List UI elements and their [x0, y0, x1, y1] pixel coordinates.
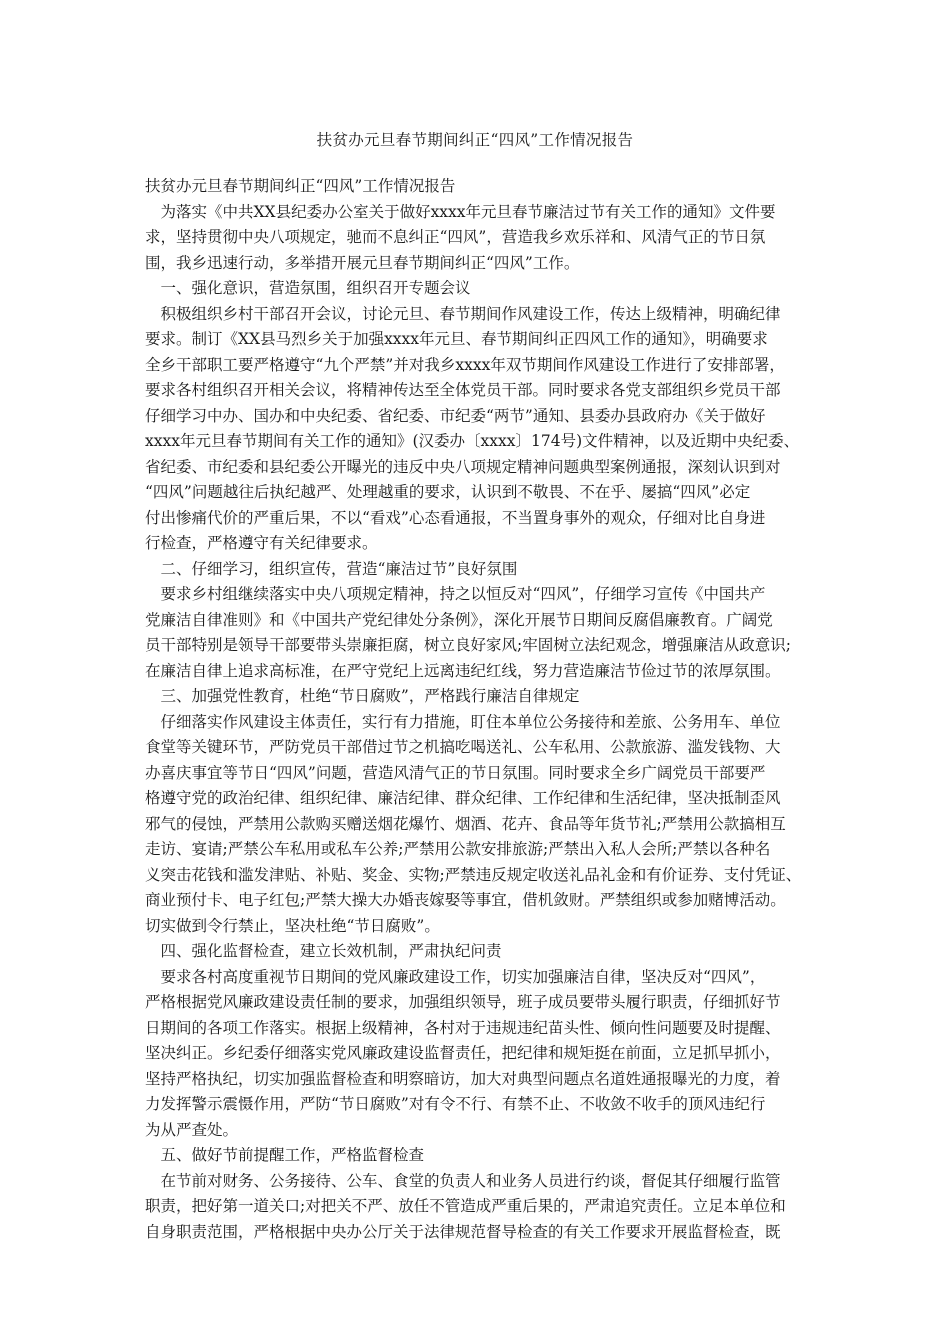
document-title: 扶贫办元旦春节期间纠正“四风”工作情况报告	[316, 131, 634, 149]
body-line: 五、做好节前提醒工作，严格监督检查	[145, 1146, 425, 1164]
body-line: 围，我乡迅速行动，多举措开展元旦春节期间纠正“四风”工作。	[145, 253, 580, 272]
body-line: 义突击花钱和滥发津贴、补贴、奖金、实物;严禁违反规定收送礼品礼金和有价证券、支付凭证、	[145, 865, 802, 884]
body-line: 行检查，严格遵守有关纪律要求。	[145, 534, 378, 552]
body-line: 切实做到令行禁止，坚决杜绝“节日腐败”。	[145, 916, 440, 935]
body-line: 为落实《中共XX县纪委办公室关于做好xxxx年元旦春节廉洁过节有关工作的通知》文件要	[145, 202, 776, 221]
body-line: 扶贫办元旦春节期间纠正“四风”工作情况报告	[145, 177, 456, 195]
body-line: 商业预付卡、电子红包;严禁大操大办婚丧嫁娶等事宜，借机敛财。严禁组织或参加赌博活动。	[145, 891, 786, 909]
body-line: 要求各村高度重视节日期间的党风廉政建设工作，切实加强廉洁自律，坚决反对“四风”，	[145, 967, 766, 986]
body-line: xxxx年元旦春节期间有关工作的通知》(汉委办〔xxxx〕174号)文件精神，以及近期中央纪委、	[145, 432, 800, 450]
body-line: 邪气的侵蚀，严禁用公款购买赠送烟花爆竹、烟酒、花卉、食品等年货节礼;严禁用公款搞相互	[145, 814, 786, 833]
body-line: 要求。制订《XX县马烈乡关于加强xxxx年元旦、春节期间纠正四风工作的通知》，明确要求	[145, 330, 768, 348]
body-line: 办喜庆事宜等节日“四风”问题，营造风清气正的节日氛围。同时要求全乡广阔党员干部要严	[145, 763, 766, 782]
body-line: 在节前对财务、公务接待、公车、食堂的负责人和业务人员进行约谈，督促其仔细履行监管	[145, 1171, 781, 1190]
body-line: 日期间的各项工作落实。根据上级精神，各村对于违规违纪苗头性、倾向性问题要及时提醒、	[145, 1018, 781, 1037]
body-line: “四风”问题越往后执纪越严、处理越重的要求，认识到不敬畏、不在乎、屡搞“四风”必定	[145, 483, 751, 501]
body-line: 付出惨痛代价的严重后果，不以“看戏”心态看通报，不当置身事外的观众，仔细对比自身进	[145, 508, 766, 527]
body-line: 省纪委、市纪委和县纪委公开曝光的违反中央八项规定精神问题典型案例通报，深刻认识到对	[145, 457, 781, 476]
body-line: 走访、宴请;严禁公车私用或私车公养;严禁用公款安排旅游;严禁出入私人会所;严禁以各种名	[145, 840, 771, 858]
body-line: 力发挥警示震慑作用，严防“节日腐败”对有令不行、有禁不止、不收敛不收手的顶风违纪行	[145, 1095, 766, 1113]
body-line: 坚持严格执纪，切实加强监督检查和明察暗访，加大对典型问题点名道姓通报曝光的力度，着	[145, 1069, 781, 1088]
body-line: 四、强化监督检查，建立长效机制，严肃执纪问责	[145, 942, 502, 960]
body-line: 仔细落实作风建设主体责任，实行有力措施，盯住本单位公务接待和差旅、公务用车、单位	[145, 712, 781, 731]
body-line: 坚决纠正。乡纪委仔细落实党风廉政建设监督责任，把纪律和规矩挺在前面，立足抓早抓小，	[145, 1044, 781, 1062]
body-line: 要求各村组织召开相关会议，将精神传达至全体党员干部。同时要求各党支部组织乡党员干部	[145, 381, 781, 399]
body-line: 职责，把好第一道关口;对把关不严、放任不管造成严重后果的，严肃追究责任。立足本单位和	[145, 1197, 786, 1215]
body-line: 二、仔细学习，组织宣传，营造“廉洁过节”良好氛围	[145, 559, 518, 578]
document-body	[145, 174, 820, 1245]
body-line: 食堂等关键环节，严防党员干部借过节之机搞吃喝送礼、公车私用、公款旅游、滥发钱物、大	[145, 738, 781, 756]
body-line: 积极组织乡村干部召开会议，讨论元旦、春节期间作风建设工作，传达上级精神，明确纪律	[145, 304, 781, 323]
body-line: 自身职责范围，严格根据中央办公厅关于法律规范督导检查的有关工作要求开展监督检查，既	[145, 1222, 781, 1241]
body-line: 格遵守党的政治纪律、组织纪律、廉洁纪律、群众纪律、工作纪律和生活纪律，坚决抵制歪风	[145, 789, 781, 807]
body-line: 一、强化意识，营造氛围，组织召开专题会议	[145, 279, 471, 297]
body-line: 在廉洁自律上追求高标准，在严守党纪上远离违纪红线，努力营造廉洁节俭过节的浓厚氛围。	[145, 661, 781, 680]
body-line: 为从严查处。	[145, 1120, 239, 1139]
body-line: 严格根据党风廉政建设责任制的要求，加强组织领导，班子成员要带头履行职责，仔细抓好节	[145, 993, 781, 1011]
body-line: 全乡干部职工要严格遵守“九个严禁”并对我乡xxxx年双节期间作风建设工作进行了安排部署，	[145, 355, 785, 374]
body-line: 仔细学习中办、国办和中央纪委、省纪委、市纪委“两节”通知、县委办县政府办《关于做好	[145, 406, 766, 425]
body-line: 员干部特别是领导干部要带头崇廉拒腐，树立良好家风;牢固树立法纪观念，增强廉洁从政意识;	[145, 636, 791, 654]
body-line: 求，坚持贯彻中央八项规定，驰而不息纠正“四风”，营造我乡欢乐祥和、风清气正的节日氛	[145, 228, 766, 246]
body-line: 三、加强党性教育，杜绝“节日腐败”，严格践行廉洁自律规定	[145, 687, 580, 705]
body-line: 要求乡村组继续落实中央八项规定精神，持之以恒反对“四风”，仔细学习宣传《中国共产	[145, 585, 766, 603]
body-line: 党廉洁自律准则》和《中国共产党纪律处分条例》，深化开展节日期间反腐倡廉教育。广阔党	[145, 610, 773, 629]
